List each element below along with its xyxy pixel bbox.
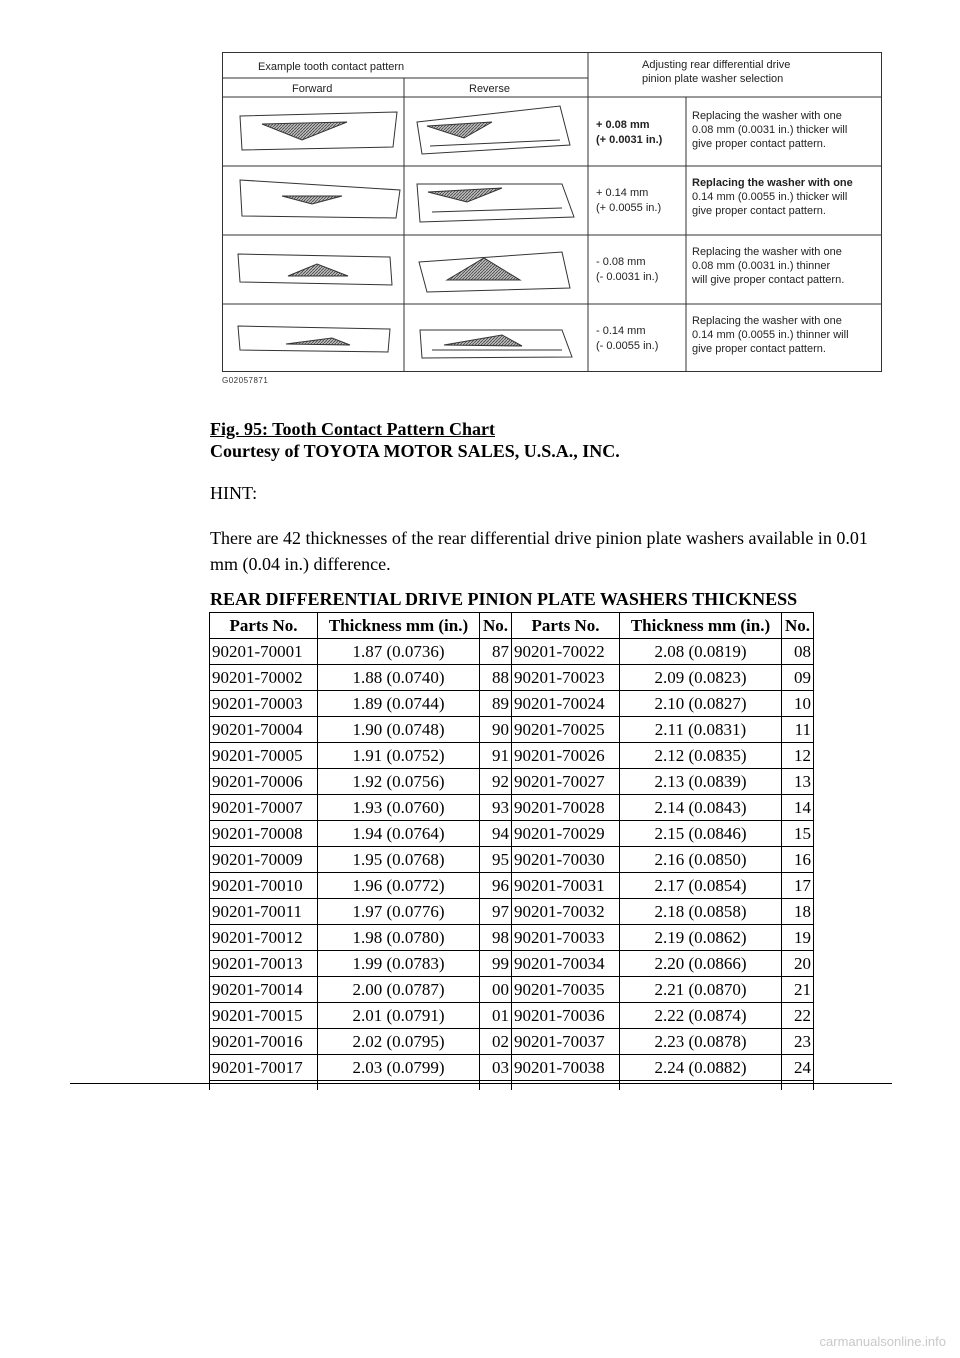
thickness-cell: 2.16 (0.0850) — [620, 847, 782, 873]
parts-no-cell: 90201-70031 — [512, 873, 620, 899]
thickness-cell: 1.87 (0.0736) — [318, 639, 480, 665]
figure-row-desc: Replacing the washer with one — [692, 315, 842, 327]
thickness-cell: 1.98 (0.0780) — [318, 925, 480, 951]
figure-row-value: - 0.14 mm — [596, 325, 646, 337]
tooth-forward-row3-drawing — [238, 254, 392, 285]
table-row — [210, 899, 814, 925]
thickness-cell: 1.91 (0.0752) — [318, 743, 480, 769]
number-cell: 12 — [782, 743, 814, 769]
parts-no-cell: 90201-70030 — [512, 847, 620, 873]
column-header: No. — [782, 613, 814, 639]
number-cell: 95 — [480, 847, 512, 873]
number-cell: 14 — [782, 795, 814, 821]
number-cell: 18 — [782, 899, 814, 925]
thickness-cell: 2.13 (0.0839) — [620, 769, 782, 795]
table-title: REAR DIFFERENTIAL DRIVE PINION PLATE WASHERS THICKNESS — [210, 589, 798, 609]
thickness-cell: 2.12 (0.0835) — [620, 743, 782, 769]
parts-no-cell: 90201-70028 — [512, 795, 620, 821]
empty-cell — [318, 1081, 480, 1091]
figure-row-desc: 0.08 mm (0.0031 in.) thinner — [692, 260, 831, 272]
number-cell: 17 — [782, 873, 814, 899]
parts-no-cell: 90201-70037 — [512, 1029, 620, 1055]
parts-no-cell: 90201-70035 — [512, 977, 620, 1003]
thickness-cell: 2.22 (0.0874) — [620, 1003, 782, 1029]
table-row — [210, 769, 814, 795]
figure-caption-title[interactable]: Fig. 95: Tooth Contact Pattern Chart — [210, 419, 495, 439]
parts-no-cell: 90201-70027 — [512, 769, 620, 795]
tooth-forward-row4-drawing — [238, 326, 390, 352]
number-cell: 02 — [480, 1029, 512, 1055]
tooth-reverse-row2-drawing — [417, 184, 574, 222]
number-cell: 23 — [782, 1029, 814, 1055]
table-row — [210, 639, 814, 665]
parts-no-cell: 90201-70032 — [512, 899, 620, 925]
thickness-cell: 2.19 (0.0862) — [620, 925, 782, 951]
number-cell: 91 — [480, 743, 512, 769]
thickness-cell: 2.14 (0.0843) — [620, 795, 782, 821]
number-cell: 16 — [782, 847, 814, 873]
figure-row-desc: 0.14 mm (0.0055 in.) thinner will — [692, 329, 849, 341]
thickness-cell: 2.03 (0.0799) — [318, 1055, 480, 1081]
figure-row-desc: give proper contact pattern. — [692, 138, 826, 150]
number-cell: 01 — [480, 1003, 512, 1029]
tooth-reverse-row1-drawing — [417, 106, 570, 154]
parts-no-cell: 90201-70001 — [210, 639, 318, 665]
number-cell: 98 — [480, 925, 512, 951]
hint-label: HINT: — [210, 483, 258, 503]
number-cell: 22 — [782, 1003, 814, 1029]
parts-no-cell: 90201-70034 — [512, 951, 620, 977]
figure-header-left: Example tooth contact pattern — [258, 61, 405, 73]
parts-no-cell: 90201-70003 — [210, 691, 318, 717]
empty-cell — [210, 1081, 318, 1091]
table-row — [210, 743, 814, 769]
figure-row-desc: 0.14 mm (0.0055 in.) thicker will — [692, 191, 848, 203]
thickness-cell: 2.11 (0.0831) — [620, 717, 782, 743]
number-cell: 87 — [480, 639, 512, 665]
thickness-cell: 2.09 (0.0823) — [620, 665, 782, 691]
number-cell: 13 — [782, 769, 814, 795]
tooth-reverse-row3-drawing — [419, 252, 570, 292]
parts-no-cell: 90201-70036 — [512, 1003, 620, 1029]
parts-no-cell: 90201-70038 — [512, 1055, 620, 1081]
table-row — [210, 1055, 814, 1081]
empty-cell — [512, 1081, 620, 1091]
thickness-cell: 1.97 (0.0776) — [318, 899, 480, 925]
thickness-cell: 1.99 (0.0783) — [318, 951, 480, 977]
table-row — [210, 951, 814, 977]
figure-row-value: + 0.14 mm — [596, 187, 649, 199]
number-cell: 24 — [782, 1055, 814, 1081]
thickness-cell: 2.00 (0.0787) — [318, 977, 480, 1003]
parts-no-cell: 90201-70012 — [210, 925, 318, 951]
figure-row-desc: Replacing the washer with one — [692, 246, 842, 258]
thickness-cell: 1.93 (0.0760) — [318, 795, 480, 821]
parts-no-cell: 90201-70025 — [512, 717, 620, 743]
thickness-cell: 2.20 (0.0866) — [620, 951, 782, 977]
figure-row-desc: Replacing the washer with one — [692, 177, 853, 189]
thickness-cell: 2.23 (0.0878) — [620, 1029, 782, 1055]
figure-row-value-in: (+ 0.0031 in.) — [596, 134, 663, 146]
parts-no-cell: 90201-70017 — [210, 1055, 318, 1081]
parts-no-cell: 90201-70005 — [210, 743, 318, 769]
number-cell: 08 — [782, 639, 814, 665]
parts-no-cell: 90201-70004 — [210, 717, 318, 743]
parts-no-cell: 90201-70010 — [210, 873, 318, 899]
table-row — [210, 1029, 814, 1055]
column-header: Parts No. — [210, 613, 318, 639]
column-header: Thickness mm (in.) — [620, 613, 782, 639]
parts-no-cell: 90201-70013 — [210, 951, 318, 977]
figure-row-value: + 0.08 mm — [596, 119, 650, 131]
thickness-cell: 1.90 (0.0748) — [318, 717, 480, 743]
empty-cell — [480, 1081, 512, 1091]
thickness-cell: 1.94 (0.0764) — [318, 821, 480, 847]
tooth-contact-pattern-figure — [222, 52, 882, 372]
parts-no-cell: 90201-70009 — [210, 847, 318, 873]
number-cell: 19 — [782, 925, 814, 951]
table-row — [210, 691, 814, 717]
washer-thickness-table — [209, 612, 814, 1090]
number-cell: 00 — [480, 977, 512, 1003]
hint-text: There are 42 thicknesses of the rear differential drive pinion plate washers available in 0.01 mm (0.04 in.) difference. — [210, 528, 868, 574]
table-header-row — [210, 613, 814, 639]
number-cell: 88 — [480, 665, 512, 691]
parts-no-cell: 90201-70007 — [210, 795, 318, 821]
parts-no-cell: 90201-70014 — [210, 977, 318, 1003]
number-cell: 21 — [782, 977, 814, 1003]
site-watermark: carmanualsonline.info — [819, 1334, 946, 1349]
number-cell: 96 — [480, 873, 512, 899]
figure-row-value-in: (- 0.0055 in.) — [596, 340, 659, 352]
table-row — [210, 821, 814, 847]
number-cell: 93 — [480, 795, 512, 821]
table-row — [210, 795, 814, 821]
thickness-cell: 2.01 (0.0791) — [318, 1003, 480, 1029]
figure-header-right-line2: pinion plate washer selection — [642, 73, 784, 85]
table-row — [210, 977, 814, 1003]
number-cell: 94 — [480, 821, 512, 847]
number-cell: 99 — [480, 951, 512, 977]
parts-no-cell: 90201-70023 — [512, 665, 620, 691]
parts-no-cell: 90201-70016 — [210, 1029, 318, 1055]
thickness-cell: 1.96 (0.0772) — [318, 873, 480, 899]
page-bottom-rule — [70, 1083, 892, 1084]
parts-no-cell: 90201-70008 — [210, 821, 318, 847]
table-row — [210, 717, 814, 743]
figure-row-desc: will give proper contact pattern. — [692, 274, 845, 286]
figure-row-value-in: (- 0.0031 in.) — [596, 271, 659, 283]
thickness-cell: 2.08 (0.0819) — [620, 639, 782, 665]
table-row-continuation — [210, 1081, 814, 1091]
parts-no-cell: 90201-70006 — [210, 769, 318, 795]
table-row — [210, 925, 814, 951]
parts-no-cell: 90201-70024 — [512, 691, 620, 717]
figure-code: G02057871 — [222, 376, 269, 385]
figure-row-desc: give proper contact pattern. — [692, 205, 826, 217]
number-cell: 20 — [782, 951, 814, 977]
number-cell: 89 — [480, 691, 512, 717]
parts-no-cell: 90201-70015 — [210, 1003, 318, 1029]
thickness-cell: 2.17 (0.0854) — [620, 873, 782, 899]
table-row — [210, 847, 814, 873]
column-header: No. — [480, 613, 512, 639]
figure-row-value: - 0.08 mm — [596, 256, 646, 268]
column-header: Parts No. — [512, 613, 620, 639]
figure-col-reverse: Reverse — [469, 83, 510, 95]
tooth-reverse-row4-drawing — [420, 330, 572, 358]
number-cell: 97 — [480, 899, 512, 925]
thickness-cell: 1.88 (0.0740) — [318, 665, 480, 691]
thickness-cell: 2.18 (0.0858) — [620, 899, 782, 925]
thickness-cell: 2.02 (0.0795) — [318, 1029, 480, 1055]
number-cell: 03 — [480, 1055, 512, 1081]
empty-cell — [782, 1081, 814, 1091]
number-cell: 09 — [782, 665, 814, 691]
table-row — [210, 1003, 814, 1029]
number-cell: 90 — [480, 717, 512, 743]
number-cell: 92 — [480, 769, 512, 795]
thickness-cell: 2.21 (0.0870) — [620, 977, 782, 1003]
figure-row-desc: Replacing the washer with one — [692, 110, 842, 122]
parts-no-cell: 90201-70026 — [512, 743, 620, 769]
parts-no-cell: 90201-70033 — [512, 925, 620, 951]
figure-caption-courtesy: Courtesy of TOYOTA MOTOR SALES, U.S.A., INC. — [210, 441, 620, 461]
number-cell: 10 — [782, 691, 814, 717]
parts-no-cell: 90201-70029 — [512, 821, 620, 847]
figure-row-desc: give proper contact pattern. — [692, 343, 826, 355]
tooth-forward-row1-drawing — [240, 112, 397, 150]
parts-no-cell: 90201-70002 — [210, 665, 318, 691]
thickness-cell: 1.95 (0.0768) — [318, 847, 480, 873]
number-cell: 15 — [782, 821, 814, 847]
column-header: Thickness mm (in.) — [318, 613, 480, 639]
parts-no-cell: 90201-70011 — [210, 899, 318, 925]
table-row — [210, 873, 814, 899]
figure-header-right-line1: Adjusting rear differential drive — [642, 59, 791, 71]
thickness-cell: 2.15 (0.0846) — [620, 821, 782, 847]
parts-no-cell: 90201-70022 — [512, 639, 620, 665]
table-row — [210, 665, 814, 691]
tooth-forward-row2-drawing — [240, 180, 400, 218]
figure-col-forward: Forward — [292, 83, 333, 95]
figure-row-desc: 0.08 mm (0.0031 in.) thicker will — [692, 124, 848, 136]
number-cell: 11 — [782, 717, 814, 743]
thickness-cell: 2.10 (0.0827) — [620, 691, 782, 717]
figure-row-value-in: (+ 0.0055 in.) — [596, 202, 662, 214]
thickness-cell: 1.89 (0.0744) — [318, 691, 480, 717]
thickness-cell: 2.24 (0.0882) — [620, 1055, 782, 1081]
thickness-cell: 1.92 (0.0756) — [318, 769, 480, 795]
empty-cell — [620, 1081, 782, 1091]
